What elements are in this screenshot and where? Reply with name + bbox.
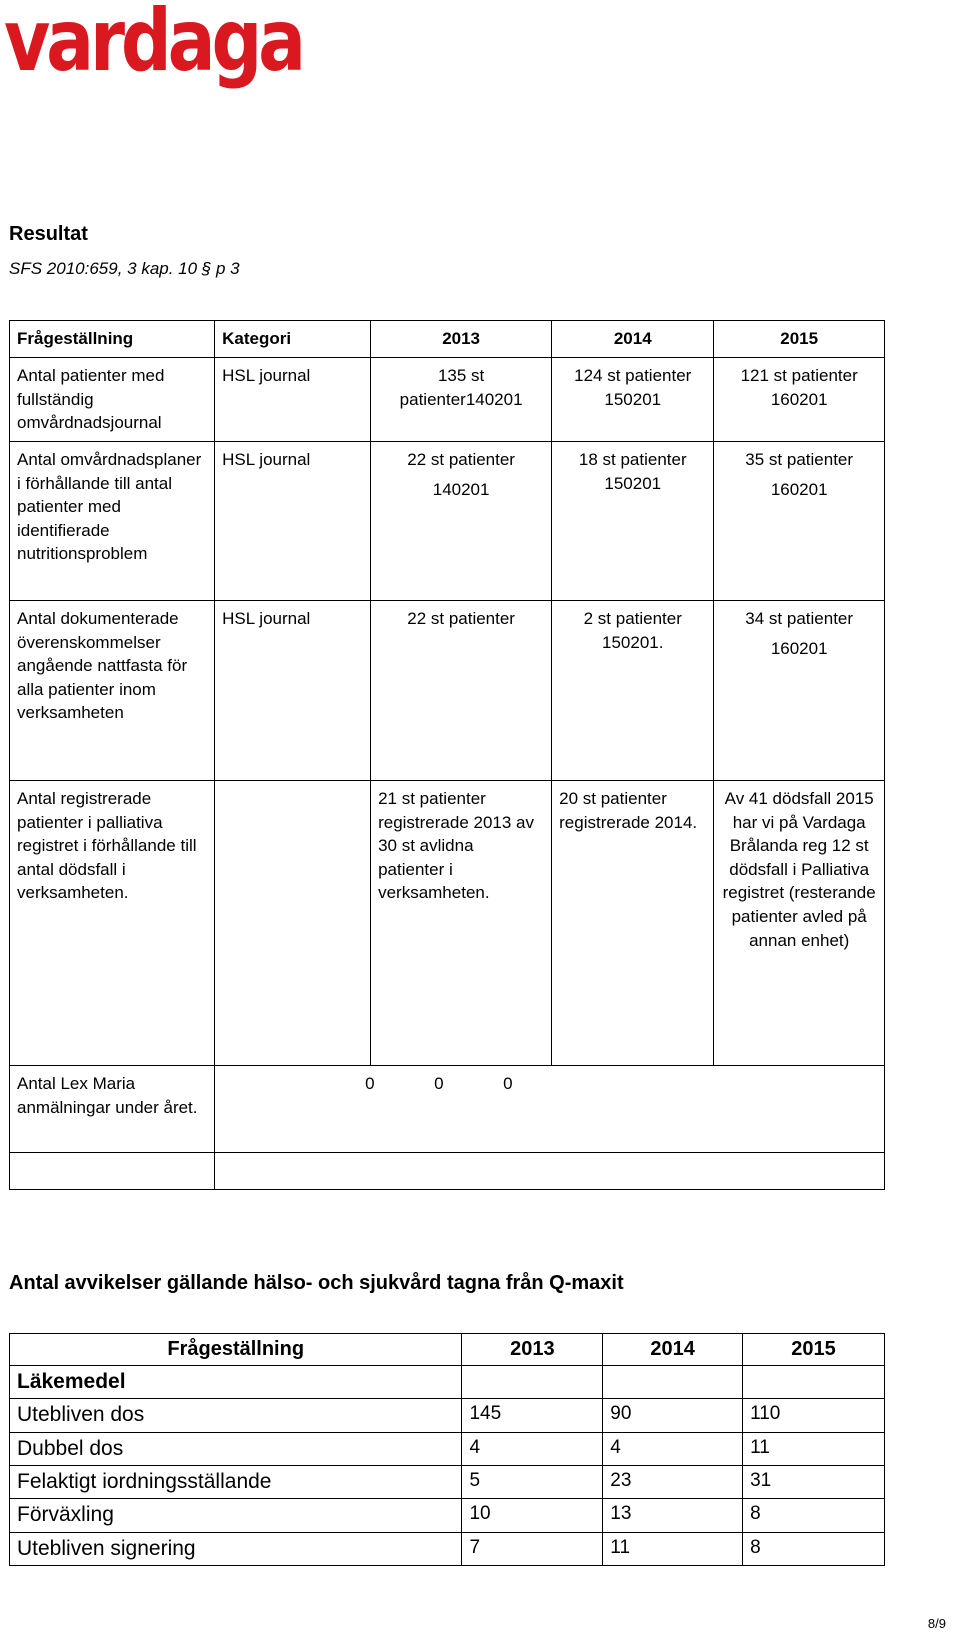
- column-header: 2015: [743, 1334, 885, 1366]
- section-heading: Resultat: [9, 223, 88, 245]
- vardaga-logo: [2, 0, 306, 90]
- empty-row: [10, 1152, 885, 1189]
- table-row: [10, 1466, 885, 1499]
- value-2013: 0: [365, 1073, 375, 1093]
- column-header: Frågeställning: [10, 321, 215, 358]
- value-date: 160201: [770, 479, 828, 499]
- column-header: 2013: [371, 321, 552, 358]
- column-header: 2013: [462, 1334, 603, 1366]
- column-header: Frågeställning: [10, 1334, 462, 1366]
- value-cell-2013: 135 st patienter140201: [371, 358, 552, 442]
- law-reference: SFS 2010:659, 3 kap. 10 § p 3: [9, 259, 240, 278]
- value-2014: 11: [603, 1532, 743, 1565]
- value-2015: 8: [743, 1499, 885, 1532]
- table-row: [10, 1065, 885, 1152]
- value-cell-2015: 121 st patienter 160201: [714, 358, 885, 442]
- page-number: 8/9: [927, 1616, 946, 1631]
- value-cell-2015: Av 41 dödsfall 2015 har vi på Vardaga Brålanda reg 12 st dödsfall i Palliativa registret (resterande patienter avled på annan enhet): [714, 780, 885, 1065]
- column-header: 2014: [603, 1334, 743, 1366]
- question-cell: Antal dokumenterade överenskommelser angående nattfasta för alla patienter inom verksamheten: [10, 600, 215, 780]
- value-2015: 31: [743, 1466, 885, 1499]
- value-2014: 13: [603, 1499, 743, 1532]
- value-2013: 145: [462, 1399, 603, 1432]
- value-2013: 7: [462, 1532, 603, 1565]
- value-text: 35 st patienter: [745, 449, 854, 469]
- value-2013: 10: [462, 1499, 603, 1532]
- group-label: Läkemedel: [10, 1366, 462, 1399]
- table-row: [10, 1399, 885, 1432]
- column-header: 2015: [714, 321, 885, 358]
- category-cell: HSL journal: [215, 600, 371, 780]
- table-row: [10, 441, 885, 600]
- category-cell: HSL journal: [215, 358, 371, 442]
- table-row: [10, 780, 885, 1065]
- value-cell-2013: 22 st patienter: [371, 600, 552, 780]
- svg-text:vardaga: vardaga: [4, 0, 302, 91]
- results-table: [9, 320, 885, 1190]
- deviations-table: [9, 1333, 885, 1566]
- table-row: [10, 600, 885, 780]
- value-date: 160201: [770, 638, 828, 658]
- value-cell-2013: [371, 441, 552, 600]
- group-row: [10, 1366, 885, 1399]
- value-text: 34 st patienter: [745, 608, 854, 628]
- value-2015: 8: [743, 1532, 885, 1565]
- value-date: 140201: [432, 479, 490, 499]
- value-cell-2014: 20 st patienter registrerade 2014.: [552, 780, 714, 1065]
- value-cell-2014: 18 st patienter 150201: [552, 441, 714, 600]
- value-cell-2015: [714, 441, 885, 600]
- value-2013: 4: [462, 1432, 603, 1465]
- question-cell: Antal omvårdnadsplaner i förhållande till antal patienter med identifierade nutritionsproblem: [10, 441, 215, 600]
- category-cell: [215, 780, 371, 1065]
- value-2014: 0: [434, 1073, 444, 1093]
- question-cell: Antal Lex Maria anmälningar under året.: [10, 1065, 215, 1152]
- value-2014: 23: [603, 1466, 743, 1499]
- value-2013: 5: [462, 1466, 603, 1499]
- value-2014: 90: [603, 1399, 743, 1432]
- value-cell-2013: 21 st patienter registrerade 2013 av 30 st avlidna patienter i verksamheten.: [371, 780, 552, 1065]
- column-header: Kategori: [215, 321, 371, 358]
- value-2015: 0: [503, 1073, 513, 1093]
- table-row: [10, 1499, 885, 1532]
- row-label: Utebliven dos: [10, 1399, 462, 1432]
- table-row: [10, 1432, 885, 1465]
- value-2014: 4: [603, 1432, 743, 1465]
- row-label: Felaktigt iordningsställande: [10, 1466, 462, 1499]
- row-label: Dubbel dos: [10, 1432, 462, 1465]
- value-text: 22 st patienter: [407, 449, 515, 469]
- table-row: [10, 1532, 885, 1565]
- value-cell-2014: 2 st patienter 150201.: [552, 600, 714, 780]
- value-cell-2014: 124 st patienter 150201: [552, 358, 714, 442]
- column-header: 2014: [552, 321, 714, 358]
- deviations-heading: Antal avvikelser gällande hälso- och sjukvård tagna från Q-maxit: [9, 1272, 624, 1294]
- lex-maria-values: [215, 1065, 885, 1152]
- row-label: Utebliven signering: [10, 1532, 462, 1565]
- table-header-row: [10, 1334, 885, 1366]
- category-cell: HSL journal: [215, 441, 371, 600]
- value-2015: 11: [743, 1432, 885, 1465]
- value-2015: 110: [743, 1399, 885, 1432]
- row-label: Förväxling: [10, 1499, 462, 1532]
- question-cell: Antal patienter med fullständig omvårdnadsjournal: [10, 358, 215, 442]
- table-row: [10, 358, 885, 442]
- question-cell: Antal registrerade patienter i palliativa registret i förhållande till antal dödsfall i verksamheten.: [10, 780, 215, 1065]
- table-header-row: [10, 321, 885, 358]
- value-cell-2015: [714, 600, 885, 780]
